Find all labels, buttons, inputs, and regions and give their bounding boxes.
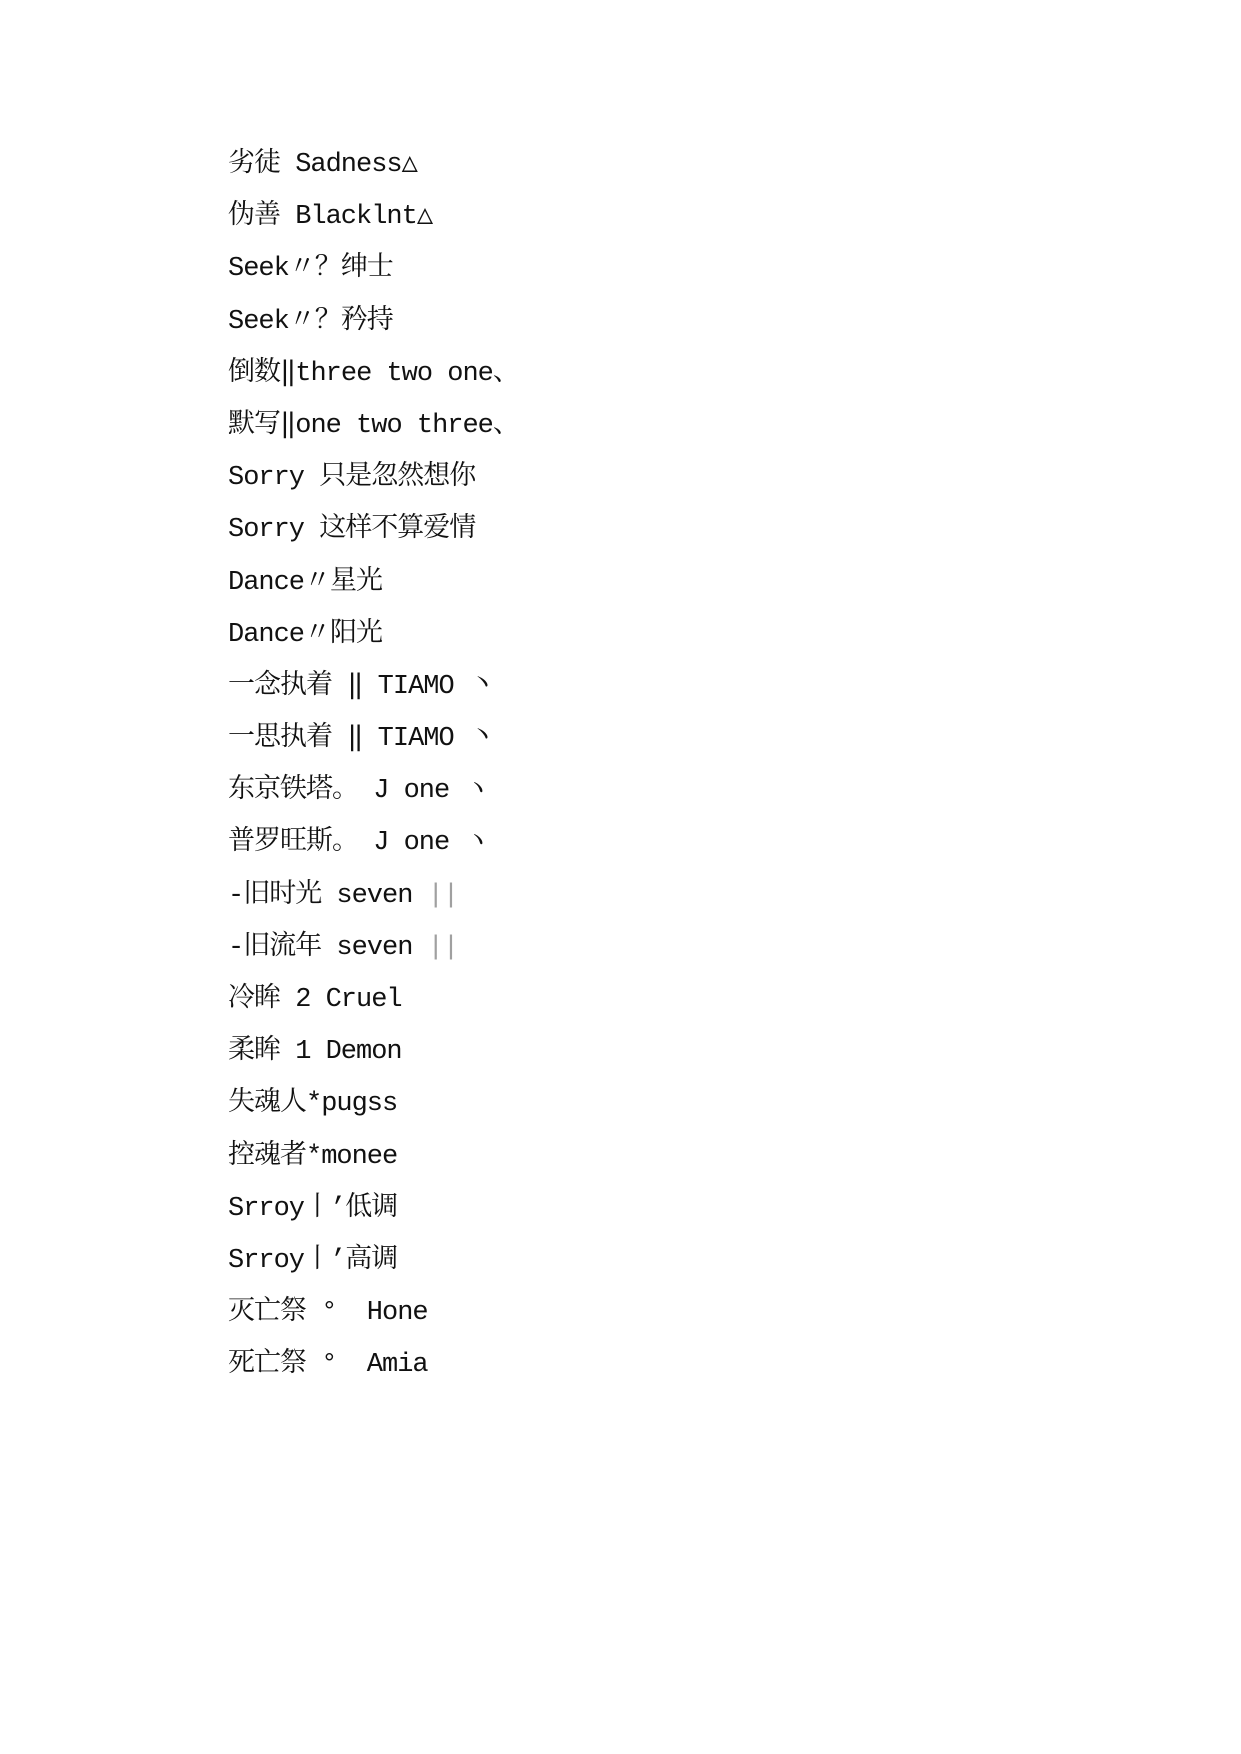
document-line	[228, 296, 1128, 348]
document-line	[228, 1235, 1128, 1287]
line-text: 死亡祭 ° Amia	[228, 1350, 428, 1381]
document-line	[228, 348, 1128, 400]
document-line	[228, 1078, 1128, 1130]
document-line	[228, 139, 1128, 191]
document-line	[228, 817, 1128, 869]
document-line	[228, 1339, 1128, 1391]
line-text: 东京铁塔。 J one ヽ	[228, 776, 491, 807]
line-text: Srroy丨’低调	[228, 1193, 398, 1224]
document-line	[228, 765, 1128, 817]
document-line	[228, 452, 1128, 504]
document-line	[228, 922, 1128, 974]
line-text: 普罗旺斯。 J one ヽ	[228, 828, 491, 859]
line-text: -旧流年 seven	[228, 932, 428, 963]
line-text: 失魂人*pugss	[228, 1089, 398, 1120]
line-text: 一思执着 ‖ TIAMO 丶	[228, 724, 495, 755]
line-text: Seek〃？矜持	[228, 306, 393, 337]
document-line	[228, 400, 1128, 452]
line-text: 一念执着 ‖ TIAMO 丶	[228, 671, 495, 702]
line-muted-mark: ||	[427, 932, 459, 963]
line-text: 倒数‖three two one、	[228, 358, 519, 389]
document-line	[228, 974, 1128, 1026]
document-line	[228, 661, 1128, 713]
line-text: 控魂者*monee	[228, 1141, 398, 1172]
line-text: 伪善 Blacklnt△	[228, 202, 433, 233]
line-text: 柔眸 1 Demon	[228, 1037, 402, 1068]
document-line	[228, 504, 1128, 556]
document-line	[228, 191, 1128, 243]
line-text: Seek〃？绅士	[228, 254, 393, 285]
line-text: 劣徒 Sadness△	[228, 150, 417, 180]
line-text: -旧时光 seven	[228, 880, 428, 911]
document-line	[228, 870, 1128, 922]
line-text: Dance〃星光	[228, 567, 383, 598]
document-line	[228, 713, 1128, 765]
document-line	[228, 557, 1128, 609]
line-text: 冷眸 2 Cruel	[228, 985, 402, 1015]
document-line	[228, 1287, 1128, 1339]
line-text: Sorry 这样不算爱情	[228, 515, 476, 546]
document-line	[228, 243, 1128, 295]
line-text: Dance〃阳光	[228, 619, 383, 650]
document-body	[228, 139, 1128, 1392]
line-text: Sorry 只是忽然想你	[228, 463, 476, 494]
document-line	[228, 1131, 1128, 1183]
line-muted-mark: ||	[427, 880, 459, 911]
line-text: 默写‖one two three、	[228, 410, 519, 441]
document-line	[228, 609, 1128, 661]
line-text: 灭亡祭 ° Hone	[228, 1298, 428, 1329]
line-text: Srroy丨’高调	[228, 1245, 398, 1276]
document-line	[228, 1183, 1128, 1235]
document-line	[228, 1026, 1128, 1078]
